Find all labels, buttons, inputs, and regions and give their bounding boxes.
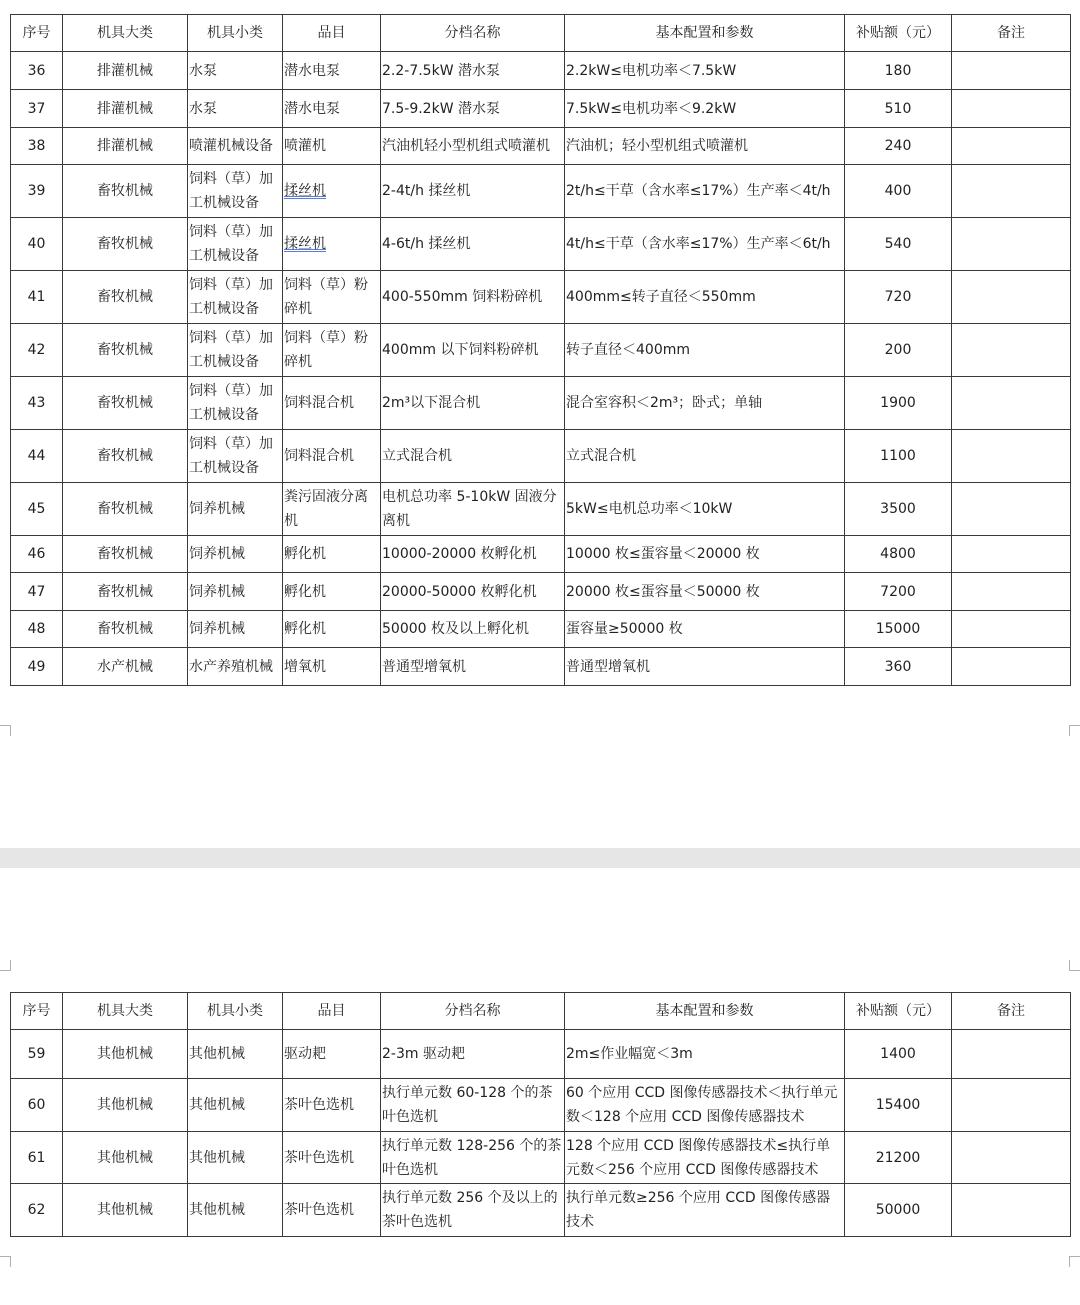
header-subsidy: 补贴额（元） xyxy=(845,15,952,52)
cell-no: 45 xyxy=(11,483,63,536)
cell-no: 44 xyxy=(11,430,63,483)
cell-subsidy: 240 xyxy=(845,128,952,165)
table-row xyxy=(11,324,1071,377)
cell-major-category: 畜牧机械 xyxy=(63,165,188,218)
cell-note xyxy=(952,271,1071,324)
cell-grade-name: 400mm 以下饲料粉碎机 xyxy=(381,324,565,377)
table-row xyxy=(11,1030,1071,1079)
header-item: 品目 xyxy=(283,15,381,52)
cell-subsidy: 3500 xyxy=(845,483,952,536)
header-config: 基本配置和参数 xyxy=(565,993,845,1030)
cell-note xyxy=(952,536,1071,573)
cell-config: 混合室容积＜2m³；卧式；单轴 xyxy=(565,377,845,430)
cell-config: 2t/h≤干草（含水率≤17%）生产率＜4t/h xyxy=(565,165,845,218)
cell-item: 饲料（草）粉碎机 xyxy=(283,324,381,377)
page-gap xyxy=(0,848,1080,868)
cell-major-category: 畜牧机械 xyxy=(63,483,188,536)
document-page-2 xyxy=(0,868,1080,1305)
cell-major-category: 水产机械 xyxy=(63,648,188,686)
cell-config: 7.5kW≤电机功率＜9.2kW xyxy=(565,90,845,128)
cell-no: 42 xyxy=(11,324,63,377)
cell-note xyxy=(952,90,1071,128)
cell-note xyxy=(952,1030,1071,1079)
cell-item: 饲料混合机 xyxy=(283,377,381,430)
cell-major-category: 畜牧机械 xyxy=(63,573,188,611)
cell-no: 47 xyxy=(11,573,63,611)
cell-grade-name: 普通型增氧机 xyxy=(381,648,565,686)
header-grade-name: 分档名称 xyxy=(381,993,565,1030)
cell-subsidy: 400 xyxy=(845,165,952,218)
cell-minor-category: 饲料（草）加工机械设备 xyxy=(188,218,283,271)
cell-config: 2.2kW≤电机功率＜7.5kW xyxy=(565,52,845,90)
cell-minor-category: 饲料（草）加工机械设备 xyxy=(188,430,283,483)
subsidy-table-1 xyxy=(10,14,1071,686)
cell-grade-name: 10000-20000 枚孵化机 xyxy=(381,536,565,573)
cell-subsidy: 15400 xyxy=(845,1079,952,1132)
cell-item: 增氧机 xyxy=(283,648,381,686)
header-no: 序号 xyxy=(11,15,63,52)
cell-grade-name: 执行单元数 256 个及以上的茶叶色选机 xyxy=(381,1184,565,1237)
cell-major-category: 其他机械 xyxy=(63,1079,188,1132)
cell-config: 10000 枚≤蛋容量＜20000 枚 xyxy=(565,536,845,573)
cell-config: 2m≤作业幅宽＜3m xyxy=(565,1030,845,1079)
cell-grade-name: 400-550mm 饲料粉碎机 xyxy=(381,271,565,324)
cell-grade-name: 2-4t/h 揉丝机 xyxy=(381,165,565,218)
cell-item: 孵化机 xyxy=(283,536,381,573)
cell-major-category: 畜牧机械 xyxy=(63,271,188,324)
cell-grade-name: 立式混合机 xyxy=(381,430,565,483)
cell-grade-name: 4-6t/h 揉丝机 xyxy=(381,218,565,271)
cell-item: 揉丝机 xyxy=(283,218,381,271)
header-minor-category: 机具小类 xyxy=(188,15,283,52)
cell-major-category: 其他机械 xyxy=(63,1030,188,1079)
cell-major-category: 其他机械 xyxy=(63,1132,188,1184)
table-row xyxy=(11,648,1071,686)
table-row xyxy=(11,128,1071,165)
cell-no: 41 xyxy=(11,271,63,324)
table-row xyxy=(11,52,1071,90)
cell-item: 茶叶色选机 xyxy=(283,1132,381,1184)
cell-grade-name: 2-3m 驱动耙 xyxy=(381,1030,565,1079)
cell-major-category: 排灌机械 xyxy=(63,52,188,90)
cell-grade-name: 2.2-7.5kW 潜水泵 xyxy=(381,52,565,90)
table-row xyxy=(11,573,1071,611)
cell-grade-name: 执行单元数 128-256 个的茶叶色选机 xyxy=(381,1132,565,1184)
cell-no: 37 xyxy=(11,90,63,128)
cell-minor-category: 饲养机械 xyxy=(188,573,283,611)
subsidy-table-2 xyxy=(10,992,1071,1237)
table-row xyxy=(11,1079,1071,1132)
cell-subsidy: 180 xyxy=(845,52,952,90)
header-config: 基本配置和参数 xyxy=(565,15,845,52)
cell-config: 执行单元数≥256 个应用 CCD 图像传感器技术 xyxy=(565,1184,845,1237)
cell-grade-name: 电机总功率 5-10kW 固液分离机 xyxy=(381,483,565,536)
header-note: 备注 xyxy=(952,993,1071,1030)
cell-minor-category: 饲料（草）加工机械设备 xyxy=(188,271,283,324)
cell-note xyxy=(952,648,1071,686)
table-row xyxy=(11,1132,1071,1184)
cell-note xyxy=(952,573,1071,611)
cell-major-category: 其他机械 xyxy=(63,1184,188,1237)
table-header-row xyxy=(11,15,1071,52)
cell-no: 43 xyxy=(11,377,63,430)
cell-note xyxy=(952,430,1071,483)
cell-config: 普通型增氧机 xyxy=(565,648,845,686)
cell-config: 4t/h≤干草（含水率≤17%）生产率＜6t/h xyxy=(565,218,845,271)
cell-no: 61 xyxy=(11,1132,63,1184)
cell-grade-name: 50000 枚及以上孵化机 xyxy=(381,611,565,648)
cell-minor-category: 饲养机械 xyxy=(188,536,283,573)
cell-no: 60 xyxy=(11,1079,63,1132)
cell-subsidy: 720 xyxy=(845,271,952,324)
cell-subsidy: 540 xyxy=(845,218,952,271)
cell-item: 揉丝机 xyxy=(283,165,381,218)
cell-major-category: 排灌机械 xyxy=(63,128,188,165)
cell-item: 潜水电泵 xyxy=(283,90,381,128)
cell-note xyxy=(952,1184,1071,1237)
cell-note xyxy=(952,1079,1071,1132)
cell-subsidy: 1400 xyxy=(845,1030,952,1079)
cell-note xyxy=(952,218,1071,271)
table-row xyxy=(11,165,1071,218)
header-grade-name: 分档名称 xyxy=(381,15,565,52)
cell-note xyxy=(952,377,1071,430)
cell-no: 38 xyxy=(11,128,63,165)
cell-config: 20000 枚≤蛋容量＜50000 枚 xyxy=(565,573,845,611)
cell-config: 60 个应用 CCD 图像传感器技术＜执行单元数＜128 个应用 CCD 图像传感器技术 xyxy=(565,1079,845,1132)
cell-minor-category: 其他机械 xyxy=(188,1079,283,1132)
cell-major-category: 畜牧机械 xyxy=(63,218,188,271)
cell-config: 400mm≤转子直径＜550mm xyxy=(565,271,845,324)
cell-note xyxy=(952,1132,1071,1184)
cell-config: 转子直径＜400mm xyxy=(565,324,845,377)
cell-minor-category: 饲养机械 xyxy=(188,611,283,648)
cell-no: 59 xyxy=(11,1030,63,1079)
cell-major-category: 畜牧机械 xyxy=(63,377,188,430)
cell-minor-category: 其他机械 xyxy=(188,1132,283,1184)
cell-no: 46 xyxy=(11,536,63,573)
table-row xyxy=(11,271,1071,324)
header-note: 备注 xyxy=(952,15,1071,52)
cell-grade-name: 20000-50000 枚孵化机 xyxy=(381,573,565,611)
cell-minor-category: 饲料（草）加工机械设备 xyxy=(188,377,283,430)
cell-no: 49 xyxy=(11,648,63,686)
cell-minor-category: 饲料（草）加工机械设备 xyxy=(188,324,283,377)
cell-major-category: 畜牧机械 xyxy=(63,611,188,648)
cell-minor-category: 饲养机械 xyxy=(188,483,283,536)
cell-subsidy: 7200 xyxy=(845,573,952,611)
table-row xyxy=(11,218,1071,271)
header-minor-category: 机具小类 xyxy=(188,993,283,1030)
table-header-row xyxy=(11,993,1071,1030)
cell-subsidy: 15000 xyxy=(845,611,952,648)
cell-no: 62 xyxy=(11,1184,63,1237)
cell-config: 蛋容量≥50000 枚 xyxy=(565,611,845,648)
header-subsidy: 补贴额（元） xyxy=(845,993,952,1030)
cell-minor-category: 水泵 xyxy=(188,52,283,90)
cell-note xyxy=(952,324,1071,377)
cell-item: 饲料（草）粉碎机 xyxy=(283,271,381,324)
cell-subsidy: 21200 xyxy=(845,1132,952,1184)
cell-item: 饲料混合机 xyxy=(283,430,381,483)
cell-major-category: 畜牧机械 xyxy=(63,536,188,573)
header-major-category: 机具大类 xyxy=(63,993,188,1030)
table-row xyxy=(11,483,1071,536)
cell-minor-category: 水产养殖机械 xyxy=(188,648,283,686)
header-no: 序号 xyxy=(11,993,63,1030)
cell-config: 5kW≤电机总功率＜10kW xyxy=(565,483,845,536)
cell-no: 36 xyxy=(11,52,63,90)
cell-subsidy: 1900 xyxy=(845,377,952,430)
cell-config: 128 个应用 CCD 图像传感器技术≤执行单元数＜256 个应用 CCD 图像传感器技术 xyxy=(565,1132,845,1184)
cell-major-category: 畜牧机械 xyxy=(63,324,188,377)
cell-major-category: 畜牧机械 xyxy=(63,430,188,483)
cell-note xyxy=(952,165,1071,218)
cell-config: 汽油机；轻小型机组式喷灌机 xyxy=(565,128,845,165)
cell-item: 茶叶色选机 xyxy=(283,1184,381,1237)
cell-grade-name: 7.5-9.2kW 潜水泵 xyxy=(381,90,565,128)
cell-no: 40 xyxy=(11,218,63,271)
cell-item: 粪污固液分离机 xyxy=(283,483,381,536)
cell-note xyxy=(952,483,1071,536)
cell-item: 孵化机 xyxy=(283,573,381,611)
table-row xyxy=(11,611,1071,648)
cell-grade-name: 2m³以下混合机 xyxy=(381,377,565,430)
cell-subsidy: 510 xyxy=(845,90,952,128)
cell-subsidy: 200 xyxy=(845,324,952,377)
cell-minor-category: 饲料（草）加工机械设备 xyxy=(188,165,283,218)
table-row xyxy=(11,377,1071,430)
cell-note xyxy=(952,611,1071,648)
cell-minor-category: 喷灌机械设备 xyxy=(188,128,283,165)
cell-note xyxy=(952,52,1071,90)
cell-subsidy: 360 xyxy=(845,648,952,686)
cell-item: 孵化机 xyxy=(283,611,381,648)
table-row xyxy=(11,90,1071,128)
cell-config: 立式混合机 xyxy=(565,430,845,483)
header-item: 品目 xyxy=(283,993,381,1030)
header-major-category: 机具大类 xyxy=(63,15,188,52)
table-row xyxy=(11,536,1071,573)
cell-item: 喷灌机 xyxy=(283,128,381,165)
cell-grade-name: 汽油机轻小型机组式喷灌机 xyxy=(381,128,565,165)
cell-grade-name: 执行单元数 60-128 个的茶叶色选机 xyxy=(381,1079,565,1132)
cell-subsidy: 4800 xyxy=(845,536,952,573)
table-row xyxy=(11,430,1071,483)
cell-item: 茶叶色选机 xyxy=(283,1079,381,1132)
cell-no: 48 xyxy=(11,611,63,648)
cell-subsidy: 1100 xyxy=(845,430,952,483)
cell-subsidy: 50000 xyxy=(845,1184,952,1237)
cell-item: 驱动耙 xyxy=(283,1030,381,1079)
cell-minor-category: 其他机械 xyxy=(188,1030,283,1079)
cell-note xyxy=(952,128,1071,165)
cell-item: 潜水电泵 xyxy=(283,52,381,90)
cell-major-category: 排灌机械 xyxy=(63,90,188,128)
cell-no: 39 xyxy=(11,165,63,218)
cell-minor-category: 水泵 xyxy=(188,90,283,128)
cell-minor-category: 其他机械 xyxy=(188,1184,283,1237)
table-row xyxy=(11,1184,1071,1237)
